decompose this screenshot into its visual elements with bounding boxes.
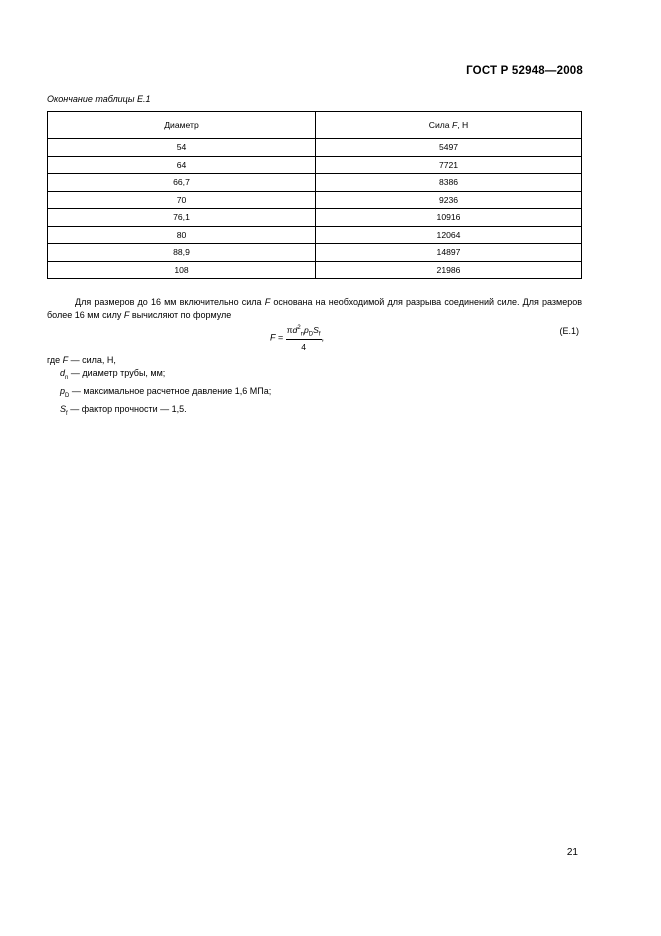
formula-numerator (286, 325, 322, 340)
table-row (48, 226, 582, 244)
formula-p: p (304, 325, 309, 335)
force-header-var: F (451, 120, 458, 130)
where-p-desc: — максимальное расчетное давление 1,6 МПа; (69, 385, 272, 396)
cell-force: 8386 (316, 174, 582, 192)
where-d-var: d (60, 368, 66, 378)
page-number: 21 (566, 847, 578, 858)
cell-force: 9236 (316, 191, 582, 209)
table-row (48, 156, 582, 174)
cell-force: 5497 (316, 139, 582, 157)
paragraph-part-b: основана на необходимой для разрыва соединений силе. Для размеров более 16 мм силу (47, 297, 582, 320)
table-row (48, 244, 582, 262)
where-f (47, 354, 271, 367)
where-f-desc: — сила, Н, (68, 355, 116, 365)
where-s-desc: — фактор прочности — 1,5. (67, 403, 187, 414)
cell-force: 7721 (316, 156, 582, 174)
where-block (47, 354, 271, 420)
cell-diameter: 70 (48, 191, 316, 209)
cell-diameter: 66,7 (48, 174, 316, 192)
where-s (47, 403, 271, 421)
where-f-var: F (62, 355, 69, 365)
cell-diameter: 54 (48, 139, 316, 157)
formula-sup-2: 2 (297, 325, 301, 332)
formula-denominator: 4 (301, 341, 306, 352)
where-p-var: p (60, 385, 66, 396)
cell-force: 12064 (316, 226, 582, 244)
diameter-force-table (47, 111, 582, 279)
formula-lhs: F = (270, 332, 284, 343)
formula-trailing: , (321, 332, 325, 343)
column-header-diameter: Диаметр (48, 112, 316, 139)
equation-number: (E.1) (559, 326, 579, 336)
where-s-var: S (60, 403, 67, 414)
formula-sub-D: D (308, 331, 314, 338)
formula-fraction (286, 325, 322, 352)
where-d-sub: n (65, 374, 69, 381)
formula-pi: π (286, 325, 293, 335)
table-caption: Окончание таблицы Е.1 (47, 94, 151, 104)
cell-diameter: 88,9 (48, 244, 316, 262)
cell-force: 14897 (316, 244, 582, 262)
paragraph-part-a: Для размеров до 16 мм включительно сила (75, 297, 265, 307)
cell-force: 10916 (316, 209, 582, 227)
column-header-force (316, 112, 582, 139)
formula-sub-f: f (318, 331, 321, 338)
table-row (48, 261, 582, 279)
paragraph-part-c: вычисляют по формуле (129, 310, 232, 320)
table-header-row (48, 112, 582, 139)
formula-e1 (270, 325, 324, 352)
cell-diameter: 64 (48, 156, 316, 174)
body-paragraph (47, 296, 582, 322)
table-row (48, 209, 582, 227)
cell-diameter: 108 (48, 261, 316, 279)
where-s-sub: f (66, 410, 68, 417)
where-p (47, 385, 271, 403)
where-p-sub: D (65, 392, 70, 399)
force-header-suffix: , Н (457, 120, 469, 130)
table-row (48, 191, 582, 209)
paragraph-var-f: F (264, 297, 271, 307)
table-row (48, 139, 582, 157)
force-header-prefix: Сила (428, 120, 452, 130)
cell-diameter: 76,1 (48, 209, 316, 227)
table-row (48, 174, 582, 192)
formula-sub-n: n (300, 331, 305, 338)
cell-force: 21986 (316, 261, 582, 279)
formula-d: d (292, 325, 298, 335)
paragraph-var-f-2: F (123, 310, 130, 320)
where-d (47, 367, 271, 385)
where-d-desc: — диаметр трубы, мм; (68, 368, 166, 378)
cell-diameter: 80 (48, 226, 316, 244)
where-intro: где (47, 355, 63, 365)
document-header: ГОСТ Р 52948—2008 (466, 65, 583, 77)
formula-S: S (313, 325, 319, 335)
